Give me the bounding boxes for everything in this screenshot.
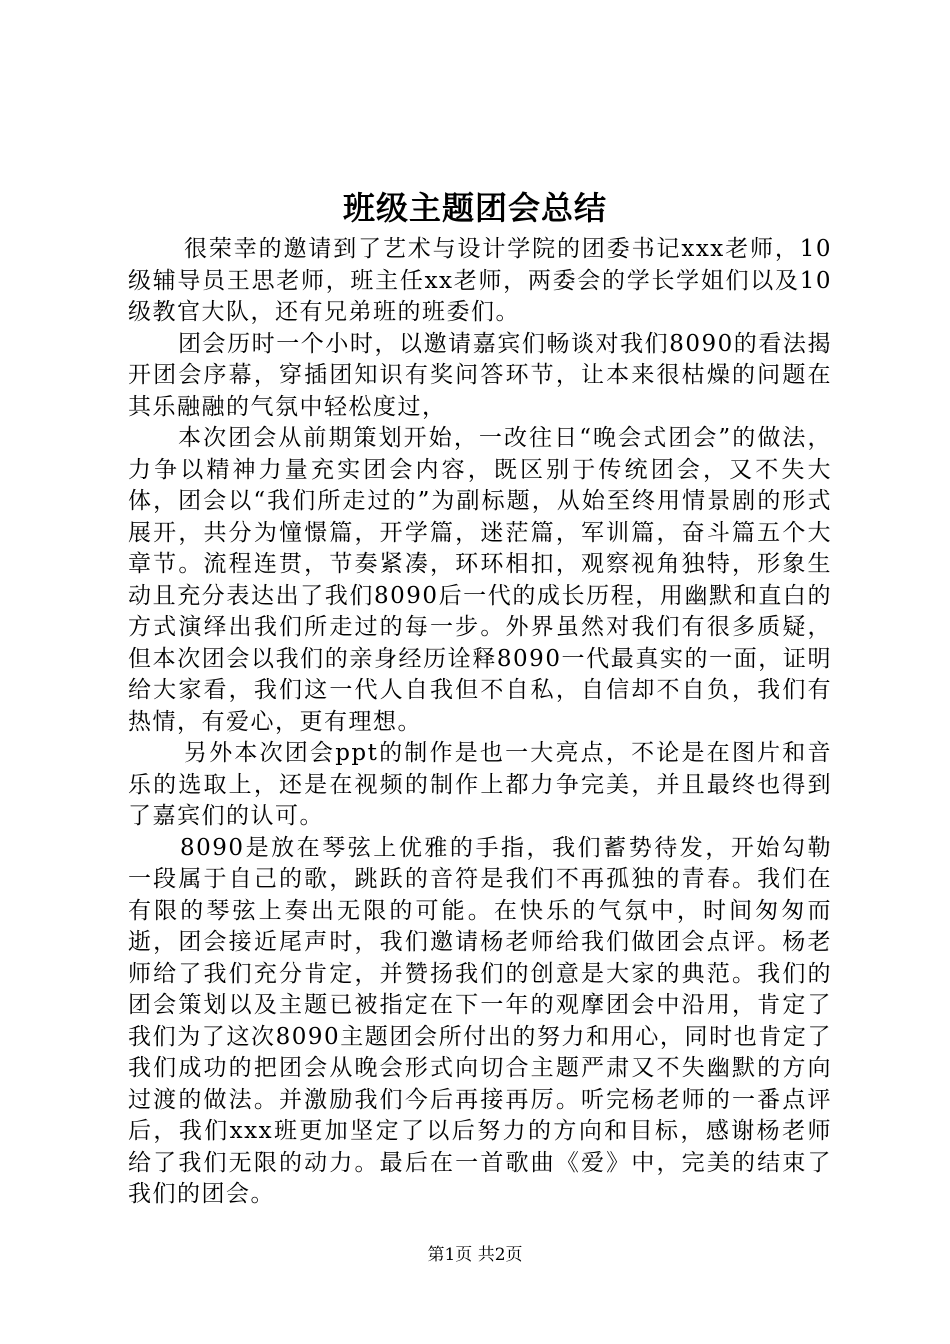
document-body: [128, 234, 832, 1211]
paragraph-ppt: 另外本次团会ppt的制作是也一大亮点，不论是在图片和音乐的选取上，还是在视频的制作上都力争完美，并且最终也得到了嘉宾们的认可。: [128, 740, 832, 829]
document-title: 班级主题团会总结: [342, 189, 607, 227]
paragraph-conclusion: 8090是放在琴弦上优雅的手指，我们蓄势待发，开始勾勒一段属于自己的歌，跳跃的音符是我们不再孤独的青春。我们在有限的琴弦上奏出无限的可能。在快乐的气氛中，时间匆匆而逝，团会接近尾声时，我们邀请杨老师给我们做团会点评。杨老师给了我们充分肯定，并赞扬我们的创意是大家的典范。我们的团会策划以及主题已被指定在下一年的观摩团会中沿用，肯定了我们为了这次8090主题团会所付出的努力和用心，同时也肯定了我们成功的把团会从晚会形式向切合主题严肃又不失幽默的方向过渡的做法。并激励我们今后再接再厉。听完杨老师的一番点评后，我们xxx班更加坚定了以后努力的方向和目标，感谢杨老师给了我们无限的动力。最后在一首歌曲《爱》中，完美的结束了我们的团会。: [128, 834, 832, 1207]
paragraph-guests: 很荣幸的邀请到了艺术与设计学院的团委书记xxx老师，10级辅导员王思老师，班主任xx老师，两委会的学长学姐们以及10级教官大队，还有兄弟班的班委们。: [128, 236, 832, 325]
page-number-footer: 第1页 共2页: [427, 1245, 523, 1265]
paragraph-opening: 团会历时一个小时，以邀请嘉宾们畅谈对我们8090的看法揭开团会序幕，穿插团知识有奖问答环节，让本来很枯燥的问题在其乐融融的气氛中轻松度过，: [128, 330, 832, 420]
paragraph-planning: 本次团会从前期策划开始，一改往日“晚会式团会”的做法，力争以精神力量充实团会内容，既区别于传统团会，又不失大体，团会以“我们所走过的”为副标题，从始至终用情景剧的形式展开，共分为憧憬篇，开学篇，迷茫篇，军训篇，奋斗篇五个大章节。流程连贯，节奏紧凑，环环相扣，观察视角独特，形象生动且充分表达出了我们8090后一代的成长历程，用幽默和直白的方式演绎出我们所走过的每一步。外界虽然对我们有很多质疑，但本次团会以我们的亲身经历诠释8090一代最真实的一面，证明给大家看，我们这一代人自我但不自私，自信却不自负，我们有热情，有爱心，更有理想。: [128, 425, 832, 735]
